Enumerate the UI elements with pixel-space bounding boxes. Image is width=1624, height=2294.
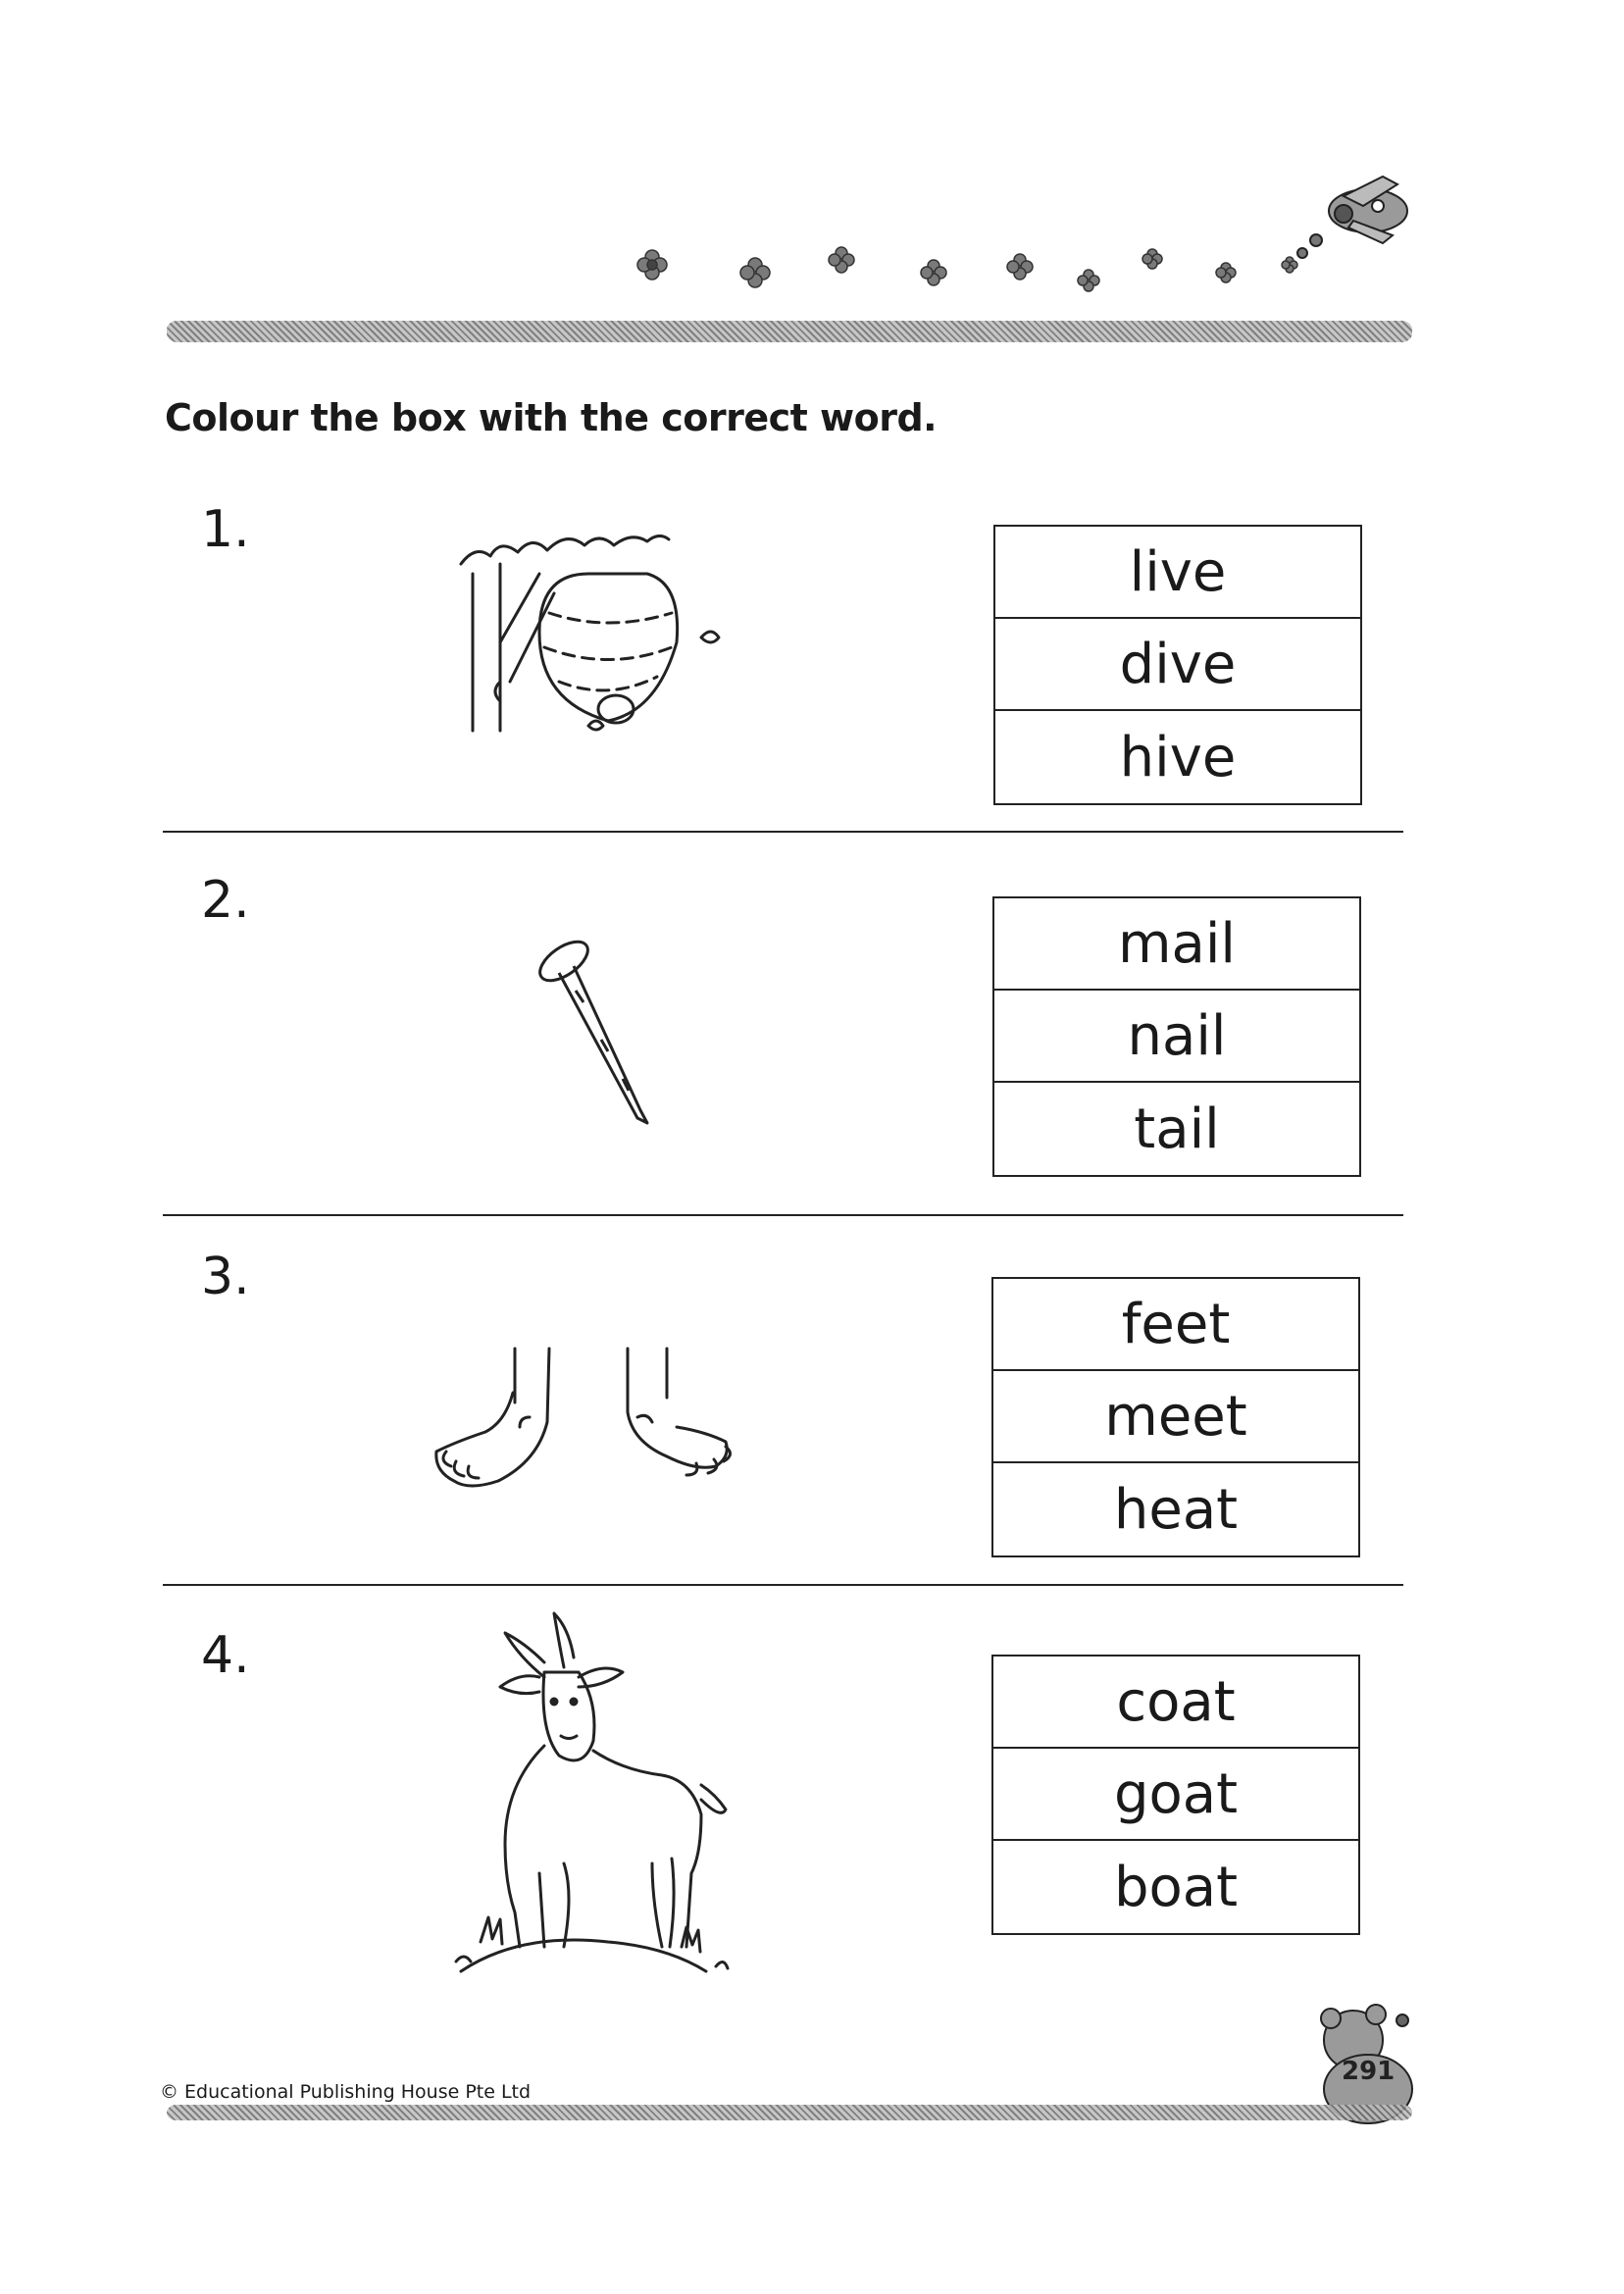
question-divider [163,1584,1403,1586]
option-box[interactable]: meet [993,1371,1358,1463]
question-3-number: 3. [201,1248,250,1306]
feet-icon [431,1344,745,1510]
option-box[interactable]: hive [1119,725,1237,790]
option-box[interactable]: live [995,527,1360,619]
header-band [167,321,1412,342]
option-box[interactable]: nail [994,991,1359,1083]
beehive-icon [451,535,775,750]
option-box[interactable]: dive [995,619,1360,711]
option-box[interactable]: feet [993,1279,1358,1371]
goat-icon [451,1608,745,1981]
option-box[interactable]: heat [1113,1477,1239,1542]
question-3-options [991,1277,1360,1557]
copyright-text: © Educational Publishing House Pte Ltd [160,2081,532,2103]
question-4-number: 4. [201,1626,250,1685]
question-divider [163,1214,1403,1216]
question-2-options [992,896,1361,1177]
option-box[interactable]: goat [993,1749,1358,1841]
question-4-options [991,1655,1360,1935]
option-box[interactable]: boat [1113,1855,1239,1919]
flower-trail-icon [618,157,1422,304]
nail-icon [525,932,672,1138]
question-divider [163,831,1403,833]
footer-band [167,2105,1412,2120]
instruction-text: Colour the box with the correct word. [165,396,938,439]
option-box[interactable]: mail [994,898,1359,991]
option-box[interactable]: coat [993,1657,1358,1749]
option-box[interactable]: tail [1134,1096,1220,1161]
airplane-icon [1297,177,1407,258]
question-2-number: 2. [201,871,250,930]
page-number: 291 [1342,2057,1396,2086]
question-1-number: 1. [201,500,250,559]
question-1-options [993,525,1362,805]
